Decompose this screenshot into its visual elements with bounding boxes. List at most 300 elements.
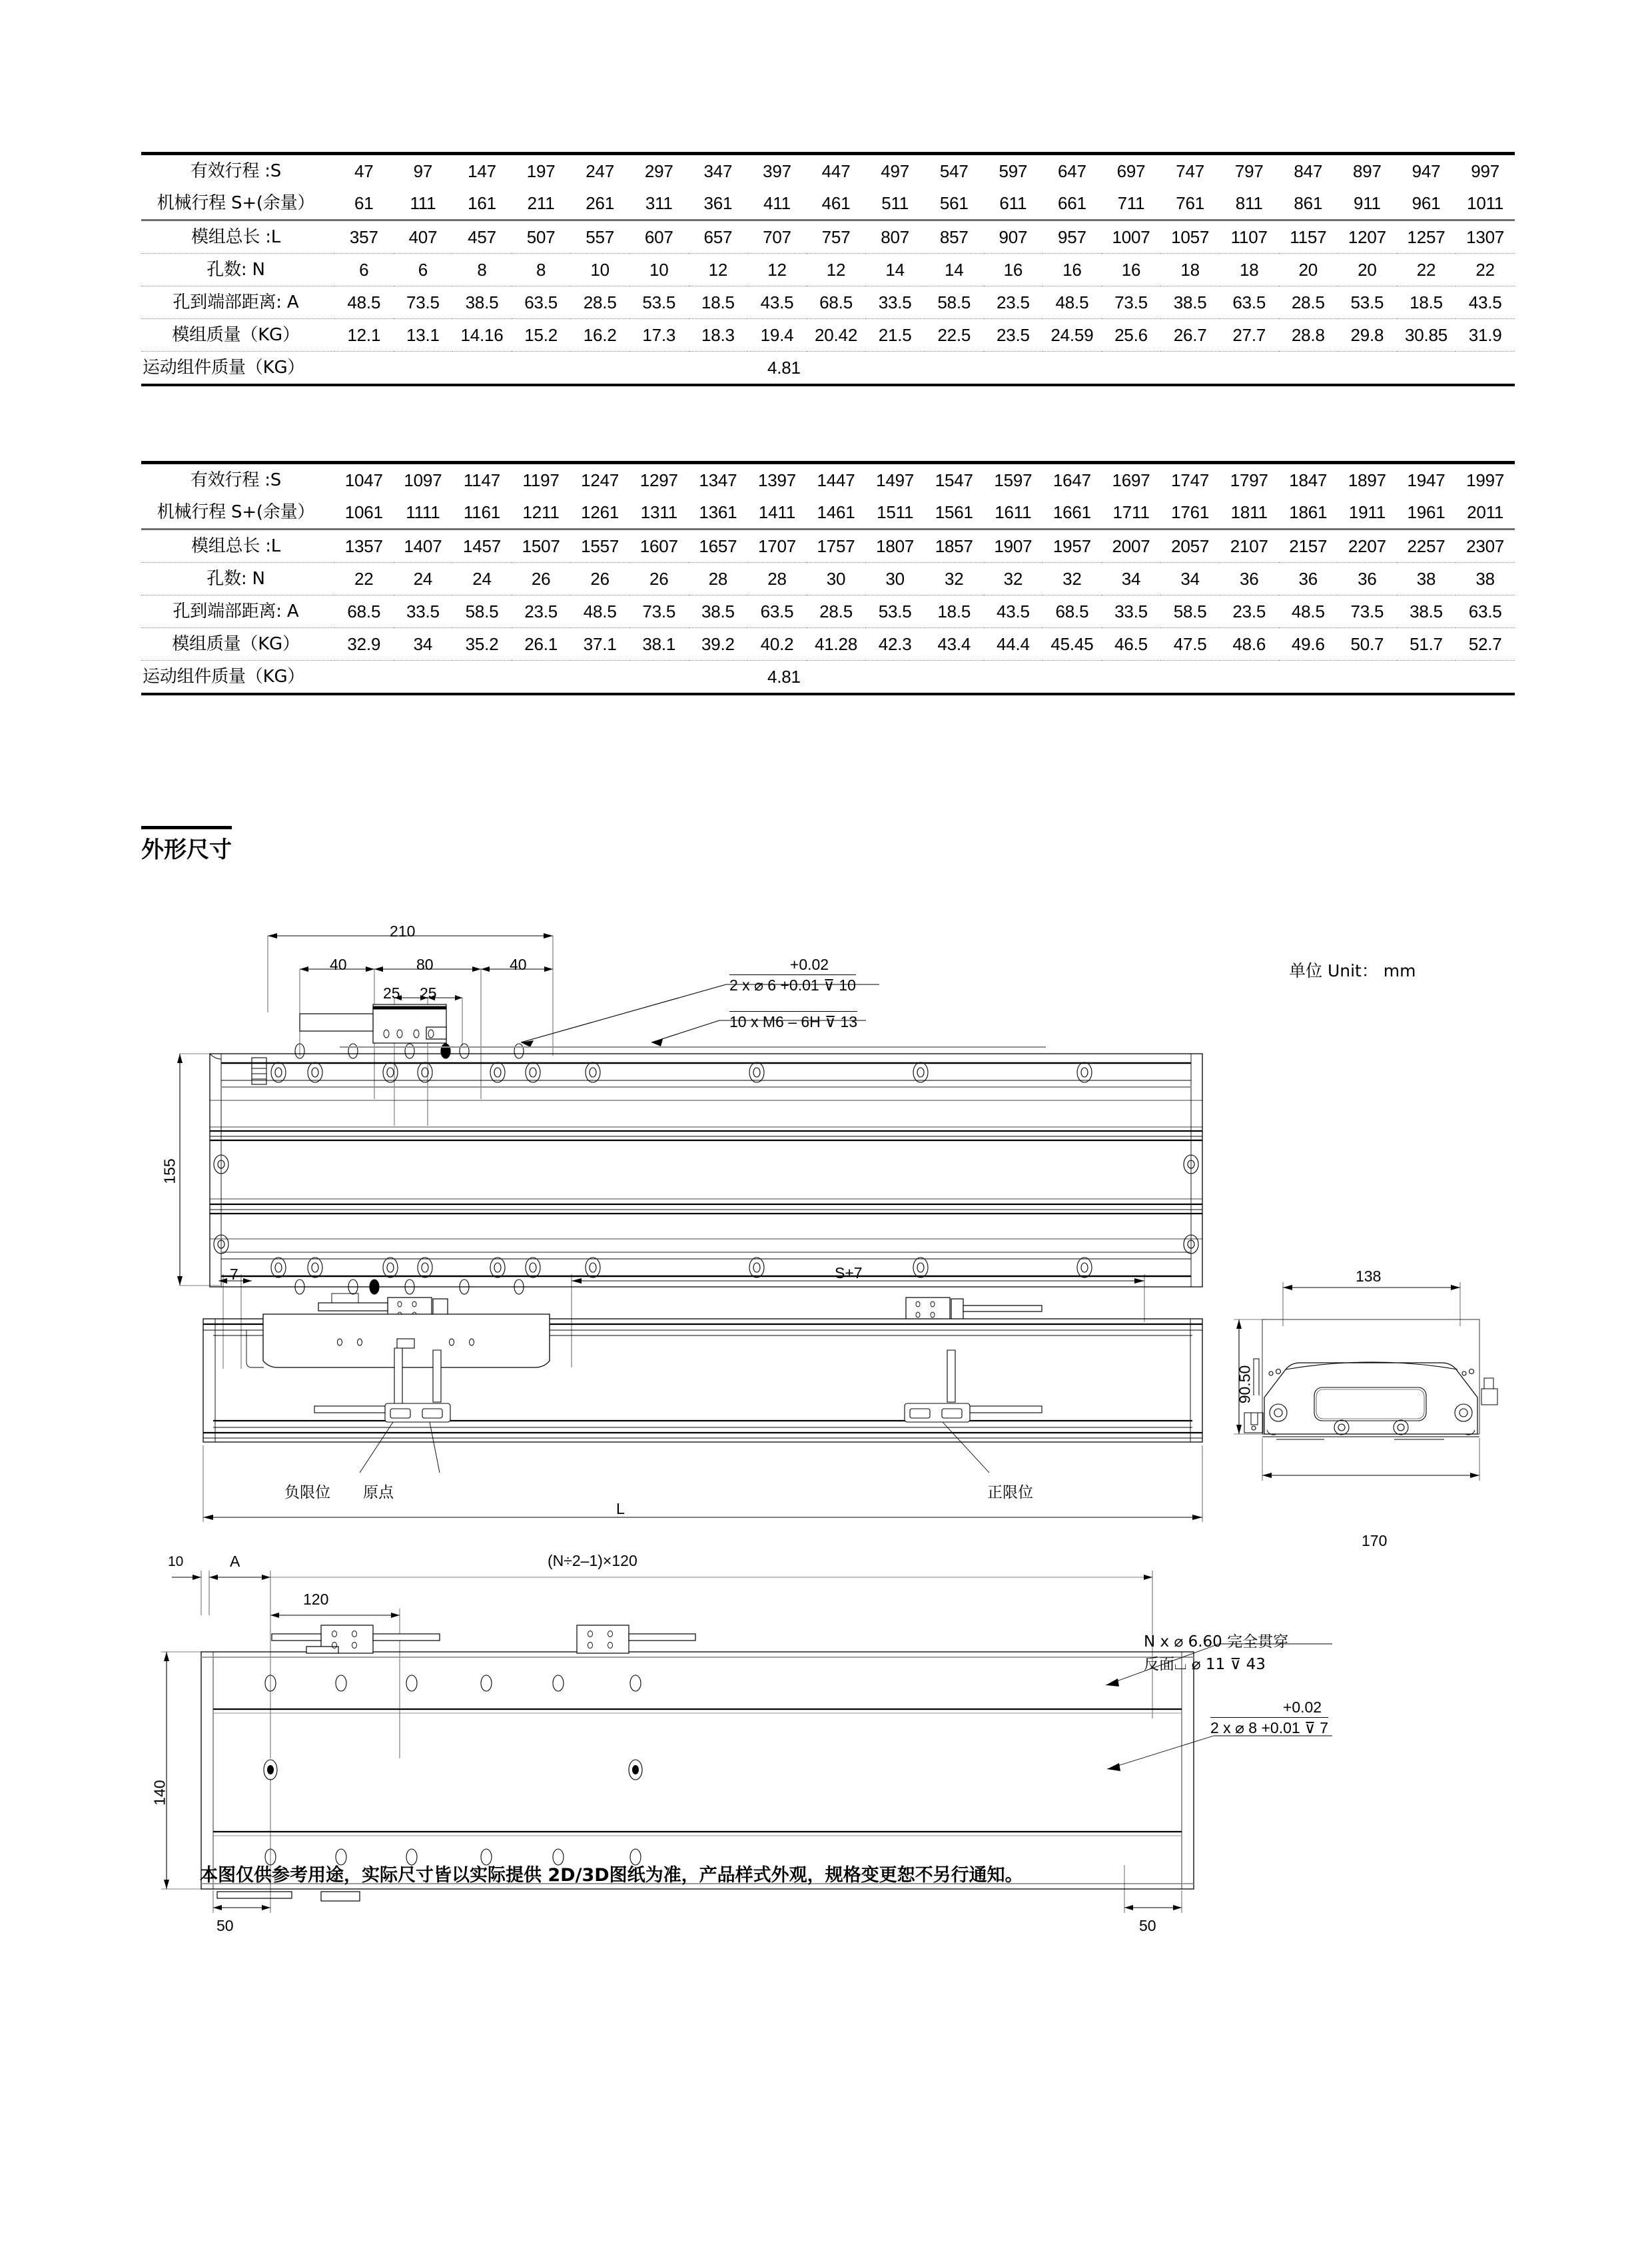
dim-s-plus-7: S+7 [835, 1264, 863, 1282]
dim-170: 170 [1362, 1532, 1388, 1549]
table-cell: 30 [807, 563, 866, 595]
table-cell: 58.5 [925, 286, 984, 319]
table-cell: 1647 [1042, 463, 1102, 497]
table-cell: 1497 [865, 463, 925, 497]
row-label: 有效行程 :S [141, 463, 334, 497]
table-cell: 18.5 [1397, 286, 1456, 319]
table-cell: 42.3 [865, 628, 925, 661]
table-cell: 697 [1102, 154, 1161, 188]
table-cell: 40.2 [747, 628, 807, 661]
table-row [141, 563, 1515, 595]
table-cell: 1197 [512, 463, 571, 497]
table-cell: 26.7 [1160, 319, 1220, 352]
table-cell: 43.5 [747, 286, 807, 319]
table-cell: 10 [629, 254, 689, 286]
table-cell: 747 [1160, 154, 1220, 188]
table-cell: 661 [1042, 187, 1102, 220]
table-cell: 53.5 [1338, 286, 1397, 319]
dim-hole-pitch: (N÷2–1)×120 [548, 1552, 637, 1569]
table-cell: 1247 [570, 463, 629, 497]
dim-40-right: 40 [510, 956, 527, 973]
row-label: 模组总长 :L [141, 220, 334, 254]
table-cell: 18 [1160, 254, 1220, 286]
table-cell: 73.5 [1102, 286, 1161, 319]
table-cell: 28.8 [1279, 319, 1338, 352]
table-cell: 26 [512, 563, 571, 595]
table-cell: 26 [629, 563, 689, 595]
table-cell: 33.5 [1102, 595, 1161, 628]
table-cell: 111 [394, 187, 453, 220]
row-label: 有效行程 :S [141, 154, 334, 188]
table-cell: 947 [1397, 154, 1456, 188]
table-cell: 1357 [334, 530, 394, 563]
callout-through-hole-line1: N x ⌀ 6.60 完全贯穿 [1144, 1633, 1289, 1651]
table-cell: 20 [1279, 254, 1338, 286]
table-cell: 997 [1455, 154, 1515, 188]
table-cell: 557 [570, 220, 629, 254]
table-cell: 16.2 [570, 319, 629, 352]
table-cell: 1107 [1220, 220, 1279, 254]
table-cell: 34 [1160, 563, 1220, 595]
table-cell: 1557 [570, 530, 629, 563]
table-row [141, 154, 1515, 188]
outline-dimension-drawing [0, 866, 1652, 1934]
table-cell: 8 [452, 254, 512, 286]
table-cell: 38.5 [452, 286, 512, 319]
table-cell: 1111 [394, 496, 453, 530]
table-cell: 457 [452, 220, 512, 254]
table-cell: 1257 [1397, 220, 1456, 254]
table-cell: 24 [394, 563, 453, 595]
table-cell: 16 [1042, 254, 1102, 286]
dim-A: A [230, 1553, 240, 1570]
dim-L: L [616, 1500, 625, 1517]
table-cell: 507 [512, 220, 571, 254]
table-cell: 907 [984, 220, 1043, 254]
table-cell: 1411 [747, 496, 807, 530]
table-cell: 1061 [334, 496, 394, 530]
table-cell: 6 [394, 254, 453, 286]
spec-table-1 [141, 152, 1515, 386]
dim-40-left: 40 [330, 956, 347, 973]
table-row [141, 286, 1515, 319]
disclaimer-note: 本图仅供参考用途，实际尺寸皆以实际提供 2D/3D图纸为准，产品样式外观，规格变更恕不另行通知。 [200, 1865, 1023, 1886]
table-cell: 34 [1102, 563, 1161, 595]
table-cell: 23.5 [512, 595, 571, 628]
table-cell: 1657 [689, 530, 748, 563]
table-cell: 1507 [512, 530, 571, 563]
table-cell: 48.5 [1279, 595, 1338, 628]
table-cell: 61 [334, 187, 394, 220]
table-cell: 63.5 [512, 286, 571, 319]
dim-25-left: 25 [383, 984, 400, 1002]
table-cell: 28.5 [1279, 286, 1338, 319]
table-cell: 1311 [629, 496, 689, 530]
table-cell: 1707 [747, 530, 807, 563]
table-cell: 14 [925, 254, 984, 286]
row-label: 孔数: N [141, 563, 334, 595]
table-cell: 2107 [1220, 530, 1279, 563]
table-row [141, 661, 1515, 695]
table-cell: 657 [689, 220, 748, 254]
dim-80: 80 [416, 956, 434, 973]
table-cell: 211 [512, 187, 571, 220]
table-cell: 18.5 [925, 595, 984, 628]
table-cell: 27.7 [1220, 319, 1279, 352]
table-cell: 18.5 [689, 286, 748, 319]
table-cell: 1661 [1042, 496, 1102, 530]
dim-138: 138 [1356, 1268, 1382, 1285]
table-cell: 1011 [1455, 187, 1515, 220]
table-cell: 24 [452, 563, 512, 595]
table-cell: 2007 [1102, 530, 1161, 563]
table-cell: 2207 [1338, 530, 1397, 563]
table-cell: 1047 [334, 463, 394, 497]
table-cell: 1861 [1279, 496, 1338, 530]
table-cell: 48.5 [334, 286, 394, 319]
label-negative-limit: 负限位 [284, 1484, 330, 1501]
table-cell: 63.5 [1220, 286, 1279, 319]
table-cell: 497 [865, 154, 925, 188]
table-cell: 12.1 [334, 319, 394, 352]
table-cell: 49.6 [1279, 628, 1338, 661]
table-cell: 63.5 [747, 595, 807, 628]
label-positive-limit: 正限位 [987, 1484, 1033, 1501]
table-cell: 13.1 [394, 319, 453, 352]
table-cell: 38.5 [1160, 286, 1220, 319]
row-label: 模组总长 :L [141, 530, 334, 563]
table-cell: 1911 [1338, 496, 1397, 530]
table-cell: 37.1 [570, 628, 629, 661]
row-label: 孔到端部距离: A [141, 595, 334, 628]
table-cell: 35.2 [452, 628, 512, 661]
table-cell: 12 [807, 254, 866, 286]
spec-table-1-grid [141, 152, 1515, 386]
cross-section-drawing [1224, 1256, 1524, 1509]
table-cell: 711 [1102, 187, 1161, 220]
table-cell: 73.5 [629, 595, 689, 628]
dim-50-right: 50 [1139, 1917, 1156, 1934]
dim-140: 140 [151, 1780, 169, 1806]
table-cell: 26.1 [512, 628, 571, 661]
table-cell: 1607 [629, 530, 689, 563]
table-cell: 1907 [984, 530, 1043, 563]
table-cell: 50.7 [1338, 628, 1397, 661]
table-cell: 48.5 [570, 595, 629, 628]
table-cell: 17.3 [629, 319, 689, 352]
table-cell: 43.5 [984, 595, 1043, 628]
table-cell: 43.4 [925, 628, 984, 661]
table-cell: 28.5 [570, 286, 629, 319]
callout-bore-tolerance: +0.02 [1282, 1698, 1322, 1716]
table-cell: 957 [1042, 220, 1102, 254]
table-cell: 22 [334, 563, 394, 595]
table-cell: 547 [925, 154, 984, 188]
table-cell: 707 [747, 220, 807, 254]
table-cell: 1147 [452, 463, 512, 497]
table-cell: 1807 [865, 530, 925, 563]
table-cell: 2157 [1279, 530, 1338, 563]
spec-table-2 [141, 461, 1515, 695]
table-cell: 38 [1455, 563, 1515, 595]
table-cell: 1561 [925, 496, 984, 530]
row-label: 运动组件质量（KG） [141, 661, 334, 695]
table-cell: 10 [570, 254, 629, 286]
table-cell: 18.3 [689, 319, 748, 352]
table-cell: 1297 [629, 463, 689, 497]
callout-pin-hole: 2 x ⌀ 6 +0.01 ⊽ 10 [729, 974, 856, 994]
table-cell: 15.2 [512, 319, 571, 352]
table-cell: 911 [1338, 187, 1397, 220]
table-cell: 46.5 [1102, 628, 1161, 661]
table-cell-moving-mass: 4.81 [334, 352, 1515, 386]
table-cell: 411 [747, 187, 807, 220]
table-cell: 761 [1160, 187, 1220, 220]
table-cell: 1897 [1338, 463, 1397, 497]
table-cell: 8 [512, 254, 571, 286]
dim-50-left: 50 [216, 1917, 234, 1934]
dim-120: 120 [303, 1591, 329, 1608]
table-cell: 1057 [1160, 220, 1220, 254]
table-cell: 607 [629, 220, 689, 254]
table-cell: 22 [1397, 254, 1456, 286]
row-label: 运动组件质量（KG） [141, 352, 334, 386]
table-cell: 1211 [512, 496, 571, 530]
table-cell: 58.5 [1160, 595, 1220, 628]
table-cell: 1097 [394, 463, 453, 497]
callout-bore: 2 x ⌀ 8 +0.01 ⊽ 7 [1210, 1717, 1328, 1737]
table-cell: 1361 [689, 496, 748, 530]
table-row [141, 352, 1515, 386]
spec-table-2-grid [141, 461, 1515, 695]
table-cell: 1397 [747, 463, 807, 497]
table-cell: 1961 [1397, 496, 1456, 530]
table-cell: 1347 [689, 463, 748, 497]
table-cell: 44.4 [984, 628, 1043, 661]
table-row [141, 254, 1515, 286]
callout-pin-tolerance: +0.02 [789, 956, 829, 973]
table-cell: 53.5 [865, 595, 925, 628]
table-cell: 16 [984, 254, 1043, 286]
table-cell: 1947 [1397, 463, 1456, 497]
table-cell: 1761 [1160, 496, 1220, 530]
table-cell: 48.5 [1042, 286, 1102, 319]
table-cell: 597 [984, 154, 1043, 188]
table-cell: 31.9 [1455, 319, 1515, 352]
table-cell: 1711 [1102, 496, 1161, 530]
table-cell: 397 [747, 154, 807, 188]
table-cell: 1407 [394, 530, 453, 563]
table-cell: 461 [807, 187, 866, 220]
table-cell: 22.5 [925, 319, 984, 352]
table-cell: 21.5 [865, 319, 925, 352]
table-cell: 1811 [1220, 496, 1279, 530]
table-cell: 38 [1397, 563, 1456, 595]
dim-90-50: 90.50 [1236, 1365, 1254, 1404]
table-cell: 297 [629, 154, 689, 188]
table-cell: 63.5 [1455, 595, 1515, 628]
table-cell: 53.5 [629, 286, 689, 319]
table-cell: 41.28 [807, 628, 866, 661]
table-cell: 407 [394, 220, 453, 254]
table-row [141, 496, 1515, 530]
table-cell: 847 [1279, 154, 1338, 188]
table-cell: 33.5 [394, 595, 453, 628]
table-cell: 1207 [1338, 220, 1397, 254]
table-cell: 247 [570, 154, 629, 188]
callout-through-hole-line2: 反面⌴ ⌀ 11 ⊽ 43 [1144, 1656, 1266, 1673]
table-cell: 68.5 [1042, 595, 1102, 628]
table-cell: 34 [394, 628, 453, 661]
table-cell: 30.85 [1397, 319, 1456, 352]
table-cell: 1007 [1102, 220, 1161, 254]
table-cell: 1547 [925, 463, 984, 497]
dim-25-right: 25 [420, 984, 437, 1002]
table-cell: 33.5 [865, 286, 925, 319]
table-row [141, 530, 1515, 563]
table-cell: 28.5 [807, 595, 866, 628]
table-cell: 1997 [1455, 463, 1515, 497]
table-cell: 1847 [1279, 463, 1338, 497]
label-origin: 原点 [363, 1484, 394, 1501]
table-cell: 197 [512, 154, 571, 188]
dim-10: 10 [168, 1554, 184, 1569]
table-cell: 20 [1338, 254, 1397, 286]
table-cell: 961 [1397, 187, 1456, 220]
table-cell: 1447 [807, 463, 866, 497]
table-cell: 68.5 [334, 595, 394, 628]
table-row [141, 595, 1515, 628]
table-cell: 19.4 [747, 319, 807, 352]
table-cell: 36 [1338, 563, 1397, 595]
table-cell: 14.16 [452, 319, 512, 352]
table-cell: 6 [334, 254, 394, 286]
table-cell: 51.7 [1397, 628, 1456, 661]
table-cell: 38.5 [1397, 595, 1456, 628]
table-cell: 12 [747, 254, 807, 286]
table-cell: 23.5 [1220, 595, 1279, 628]
table-cell: 32.9 [334, 628, 394, 661]
table-cell: 45.45 [1042, 628, 1102, 661]
table-cell: 43.5 [1455, 286, 1515, 319]
table-row [141, 187, 1515, 220]
row-label: 机械行程 S+(余量） [141, 187, 334, 220]
table-cell: 68.5 [807, 286, 866, 319]
table-cell: 36 [1220, 563, 1279, 595]
table-cell: 361 [689, 187, 748, 220]
table-cell: 30 [865, 563, 925, 595]
table-cell: 1597 [984, 463, 1043, 497]
page-title: 外形尺寸 [141, 826, 232, 863]
table-cell: 36 [1279, 563, 1338, 595]
table-cell: 861 [1279, 187, 1338, 220]
table-cell-moving-mass: 4.81 [334, 661, 1515, 695]
table-cell: 1461 [807, 496, 866, 530]
table-cell: 561 [925, 187, 984, 220]
table-cell: 261 [570, 187, 629, 220]
table-cell: 97 [394, 154, 453, 188]
table-cell: 161 [452, 187, 512, 220]
table-cell: 24.59 [1042, 319, 1102, 352]
table-cell: 32 [925, 563, 984, 595]
table-cell: 23.5 [984, 319, 1043, 352]
row-label: 机械行程 S+(余量） [141, 496, 334, 530]
table-cell: 52.7 [1455, 628, 1515, 661]
table-cell: 147 [452, 154, 512, 188]
table-row [141, 220, 1515, 254]
table-cell: 38.5 [689, 595, 748, 628]
table-cell: 39.2 [689, 628, 748, 661]
table-cell: 28 [689, 563, 748, 595]
dim-210: 210 [390, 923, 416, 940]
table-cell: 1957 [1042, 530, 1102, 563]
table-cell: 1157 [1279, 220, 1338, 254]
table-cell: 897 [1338, 154, 1397, 188]
table-row [141, 319, 1515, 352]
table-cell: 2057 [1160, 530, 1220, 563]
table-cell: 2307 [1455, 530, 1515, 563]
table-cell: 73.5 [1338, 595, 1397, 628]
table-cell: 757 [807, 220, 866, 254]
table-cell: 1747 [1160, 463, 1220, 497]
table-cell: 647 [1042, 154, 1102, 188]
table-cell: 1797 [1220, 463, 1279, 497]
row-label: 模组质量（KG） [141, 319, 334, 352]
table-cell: 1757 [807, 530, 866, 563]
table-cell: 1307 [1455, 220, 1515, 254]
table-cell: 47 [334, 154, 394, 188]
table-cell: 2011 [1455, 496, 1515, 530]
row-label: 孔数: N [141, 254, 334, 286]
table-cell: 18 [1220, 254, 1279, 286]
table-cell: 22 [1455, 254, 1515, 286]
table-cell: 357 [334, 220, 394, 254]
table-cell: 25.6 [1102, 319, 1161, 352]
table-cell: 32 [1042, 563, 1102, 595]
dim-155: 155 [161, 1158, 179, 1184]
table-cell: 797 [1220, 154, 1279, 188]
table-cell: 347 [689, 154, 748, 188]
table-cell: 611 [984, 187, 1043, 220]
table-cell: 73.5 [394, 286, 453, 319]
table-cell: 811 [1220, 187, 1279, 220]
table-cell: 28 [747, 563, 807, 595]
table-cell: 12 [689, 254, 748, 286]
dim-7: 7 [230, 1266, 238, 1283]
table-cell: 48.6 [1220, 628, 1279, 661]
table-cell: 38.1 [629, 628, 689, 661]
table-cell: 1697 [1102, 463, 1161, 497]
row-label: 孔到端部距离: A [141, 286, 334, 319]
table-cell: 2257 [1397, 530, 1456, 563]
table-cell: 14 [865, 254, 925, 286]
callout-thread-hole: 10 x M6 – 6H ⊽ 13 [729, 1011, 857, 1031]
table-cell: 29.8 [1338, 319, 1397, 352]
table-cell: 1857 [925, 530, 984, 563]
table-cell: 1511 [865, 496, 925, 530]
table-cell: 1161 [452, 496, 512, 530]
table-cell: 16 [1102, 254, 1161, 286]
table-row [141, 463, 1515, 497]
table-cell: 32 [984, 563, 1043, 595]
table-cell: 857 [925, 220, 984, 254]
table-cell: 1611 [984, 496, 1043, 530]
unit-note: 单位 Unit： mm [1289, 961, 1416, 980]
table-cell: 807 [865, 220, 925, 254]
table-cell: 47.5 [1160, 628, 1220, 661]
table-cell: 1457 [452, 530, 512, 563]
table-cell: 58.5 [452, 595, 512, 628]
